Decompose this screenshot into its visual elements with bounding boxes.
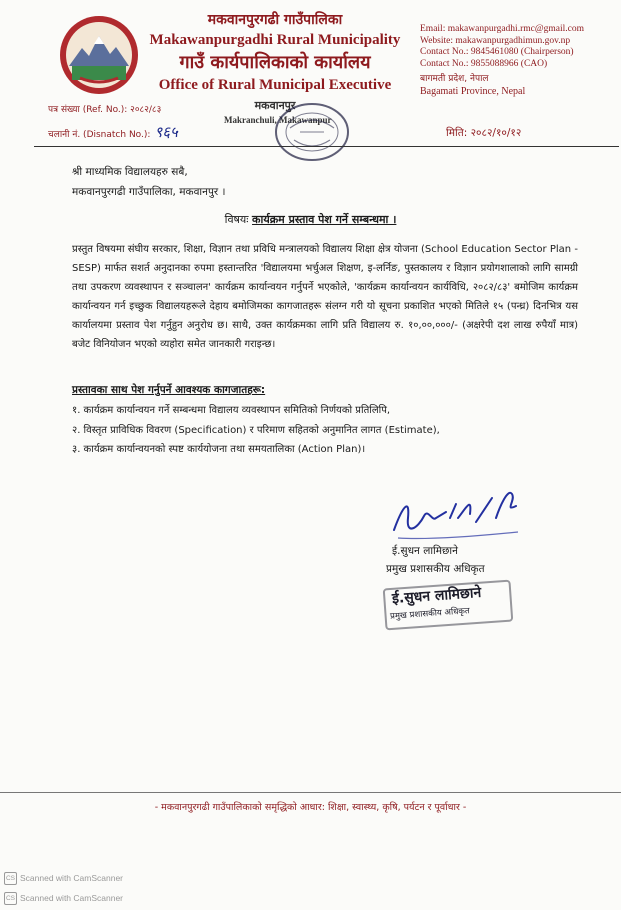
scanner-watermark: [4, 892, 123, 905]
dispatch-number: [48, 122, 178, 142]
location-nepali: मकवानपुर: [254, 99, 296, 112]
list-item: १. कार्यक्रम कार्यान्वयन गर्ने सम्बन्धमा विद्यालय व्यवस्थापन समितिको निर्णयको प्रतिलिपि,: [72, 405, 391, 416]
letter-date: मिति: २०८२/१०/१२: [446, 127, 522, 139]
camscanner-icon: CS: [4, 892, 17, 905]
camscanner-icon: CS: [4, 872, 17, 885]
scanner-watermark: [4, 872, 123, 885]
round-office-stamp-icon: [270, 98, 354, 166]
list-item: ३. कार्यक्रम कार्यान्वयनको स्पष्ट कार्ययोजना तथा समयतालिका (Action Plan)।: [72, 444, 366, 455]
dispatch-value: ९६५: [154, 123, 178, 141]
handwritten-signature-icon: [388, 478, 533, 548]
requirements-list: [72, 401, 440, 460]
header-divider: [34, 146, 619, 147]
dispatch-label: चलानी नं. (Disnatch No.):: [48, 130, 151, 140]
stamp-title: प्रमुख प्रशासकीय अधिकृत: [389, 606, 471, 622]
location-english: Makranchuli, Makawanpur: [224, 115, 332, 125]
signer-name: ई.सुधन लामिछाने: [392, 545, 458, 557]
contact-block: [420, 24, 615, 97]
reference-number: पत्र संख्या (Ref. No.): २०८२/८३: [48, 105, 162, 115]
addressee-line-1: श्री माध्यमिक विद्यालयहरु सबै,: [72, 166, 188, 178]
addressee: [72, 162, 226, 202]
addressee-line-2: मकवानपुरगढी गाउँपालिका, मकवानपुर ।: [72, 186, 226, 198]
requirements-heading: प्रस्तावका साथ पेश गर्नुपर्ने आवश्यक कागजातहरू:: [72, 384, 266, 396]
contact-chairperson: Contact No.: 9845461080 (Chairperson): [420, 47, 574, 57]
email: Email: makawanpurgadhi.rmc@gmail.com: [420, 24, 584, 34]
subject-value: कार्यक्रम प्रस्ताव पेश गर्ने सम्बन्धमा ।: [252, 213, 397, 226]
office-name-nepali: गाउँ कार्यपालिकाको कार्यालय: [179, 52, 371, 73]
footer-slogan: - मकवानपुरगढी गाउँपालिकाको समृद्धिको आधार: शिक्षा, स्वास्थ्य, कृषि, पर्यटन र पूर्वाधार -: [154, 802, 467, 813]
name-stamp: [384, 584, 512, 626]
website: Website: makawanpurgadhimun.gov.np: [420, 35, 571, 46]
scanner-text: Scanned with CamScanner: [20, 892, 124, 903]
stamp-name: ई.सुधन लामिछाने: [391, 584, 482, 608]
subject-line: [0, 212, 621, 227]
municipality-name-nepali: मकवानपुरगढी गाउँपालिका: [207, 12, 343, 28]
footer-divider: [0, 792, 621, 793]
letter-body: प्रस्तुत विषयमा संघीय सरकार, शिक्षा, विज्ञान तथा प्रविधि मन्त्रालयको विद्यालय शिक्षा क्षेत्र योजना (School Education Sector Plan - SESP) मार्फत सशर्त अनुदानका रुपमा हस्तान्तरित 'विद्यालयमा भर्चुअल शिक्षण, इ-लर्निङ, पुस्तकालय र विज्ञान प्रयोगशालाको लागि सामग्री तथा उपकरण व्यवस्थापन र सञ्चालन' कार्यक्रम कार्यान्वयन गर्नुपर्ने भएकोले, 'कार्यक्रम कार्यान्वयन कार्यविधि, २०८२/८३' बमोजिम कार्यक्रम कार्यान्वयन गर्न इच्छुक विद्यालयहरूले देहाय बमोजिमका कागजातहरू संलग्न गरी यो सूचना प्रकाशित भएको मितिले १५ (पन्ध्र) दिनभित्र यस कार्यालयमा प्रस्ताव पेश गर्नुहुन अनुरोध छ। साथै, उक्त कार्यक्रमका लागि प्रति विद्यालय रु. १०,००,०००/- (अक्षरेपी दश लाख रुपैयाँ मात्र) बजेट विनियोजन भएको व्यहोरा समेत जानकारी गराइन्छ।: [72, 244, 578, 350]
subject-label: विषयः: [224, 213, 249, 226]
scanner-text: Scanned with CamScanner: [20, 872, 124, 883]
contact-cao: Contact No.: 9855088966 (CAO): [420, 58, 548, 69]
province-english: Bagamati Province, Nepal: [420, 85, 526, 97]
signer-title: प्रमुख प्रशासकीय अधिकृत: [386, 563, 485, 575]
municipality-emblem-icon: [58, 14, 140, 96]
office-name-english: Office of Rural Municipal Executive: [158, 77, 392, 93]
province-nepali: बागमती प्रदेश, नेपाल: [420, 74, 489, 84]
list-item: २. विस्तृत प्राविधिक विवरण (Specification) र परिमाण सहितको अनुमानित लागत (Estimate),: [72, 424, 440, 436]
municipality-name-english: Makawanpurgadhi Rural Municipality: [149, 32, 401, 48]
